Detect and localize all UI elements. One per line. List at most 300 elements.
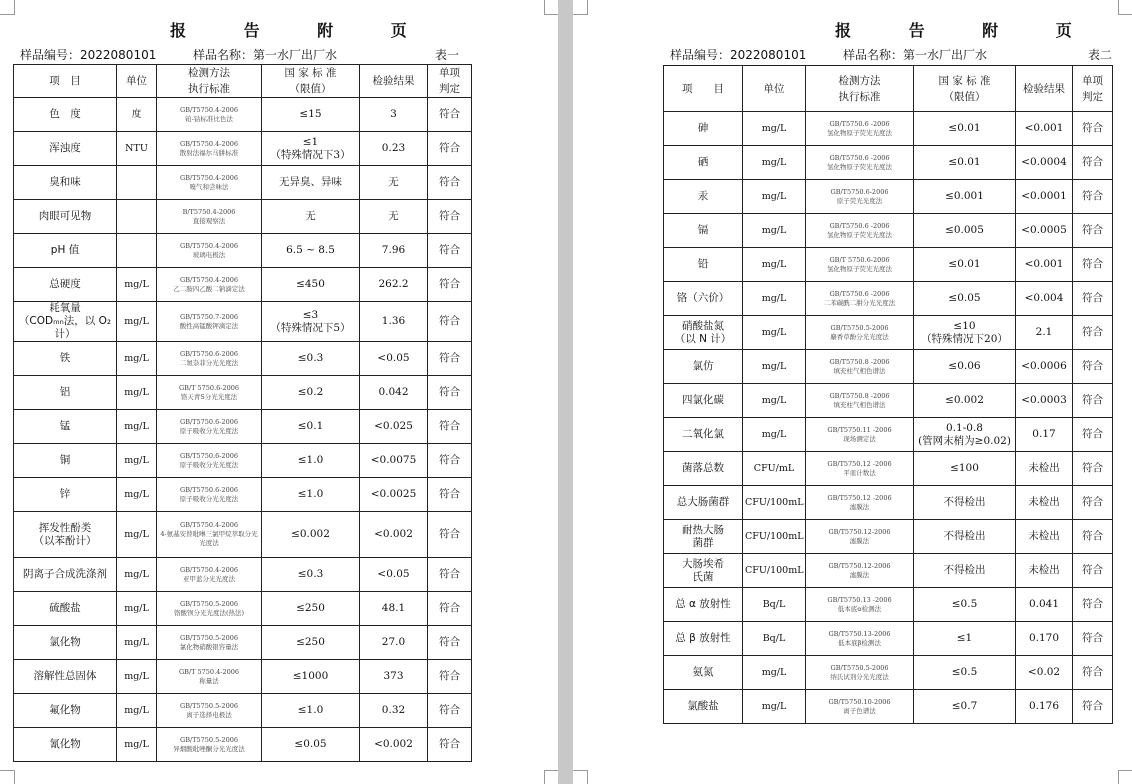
header-result [360,65,428,98]
method-name: 酸性高锰酸钾滴定法 [179,321,239,330]
item-line: 挥发性酚类 [38,521,92,534]
standard-line: ≤0.7 [951,700,978,712]
cell-standard-limit [914,622,1016,656]
table-row [14,626,472,660]
cell-item [664,588,743,622]
table-row [664,656,1113,690]
header-unit-line: 单位 [763,82,785,95]
item-line: 肉眼可见物 [38,210,92,222]
cell-standard-limit [914,350,1016,384]
cell-unit: NTU [117,132,157,166]
cell-result: 0.176 [1016,690,1073,724]
method-name: 直接观察法 [192,216,226,225]
method-name: 亚甲蓝分光光度法 [183,574,235,583]
standard-line: ≤0.1 [297,420,324,432]
item-line: 耐热大肠 [682,523,724,536]
cell-unit: mg/L [743,112,806,146]
cell-judgement: 符合 [428,410,472,444]
cell-standard-limit [914,146,1016,180]
cell-unit: mg/L [743,384,806,418]
standard-line: ≤0.01 [948,122,981,134]
cell-judgement: 符合 [428,132,472,166]
method-name: 异烟酸吡唑酮分光光度法 [173,744,245,753]
method-standard-code: GB/T5750.5-2006 [830,663,889,672]
cell-unit: mg/L [117,444,157,478]
cell-standard-limit [262,444,360,478]
cell-method [157,444,262,478]
table-row [14,660,472,694]
header-standard-line: （限值） [943,90,986,103]
standard-line: (管网末梢为≥0.02) [918,434,1011,447]
table-row [664,112,1113,146]
cell-result: <0.0001 [1016,180,1073,214]
crop-mark [573,770,588,784]
item-line: 铜 [59,454,71,466]
method-name: 填充柱气相色谱法 [833,366,886,375]
cell-judgement: 符合 [428,626,472,660]
crop-mark [573,0,588,15]
cell-item [14,200,117,234]
cell-judgement: 符合 [428,512,472,558]
method-name: 离子色谱法 [843,706,876,715]
header-item [14,65,117,98]
method-name: 平皿计数法 [843,468,876,477]
method-name: 铬酸钡分光光度法(热法) [173,608,245,617]
report-page-2 [573,0,1132,784]
cell-judgement: 符合 [428,302,472,342]
cell-standard-limit [262,410,360,444]
table-row [664,520,1113,554]
cell-unit: mg/L [743,350,806,384]
cell-method [157,660,262,694]
cell-method [157,166,262,200]
standard-line: ≤0.5 [951,598,978,610]
cell-result: 未检出 [1016,520,1073,554]
cell-unit: mg/L [743,214,806,248]
method-name: 滤膜法 [849,570,870,579]
cell-result: <0.025 [360,410,428,444]
standard-line: ≤1 [956,632,973,644]
cell-item [664,622,743,656]
method-standard-code: GB/T5750.5-2006 [830,323,889,332]
table-row [14,512,472,558]
cell-method [157,376,262,410]
cell-item [14,478,117,512]
method-name: 滤膜法 [849,536,870,545]
cell-unit: mg/L [117,268,157,302]
cell-unit: mg/L [117,342,157,376]
cell-standard-limit [262,660,360,694]
method-name: 玻璃电极法 [192,250,226,259]
cell-judgement: 符合 [428,98,472,132]
cell-item [664,112,743,146]
sample-number: 样品编号：2022080101 [670,48,807,62]
crop-mark [1118,770,1132,784]
cell-item [664,554,743,588]
table-row [14,234,472,268]
method-standard-code: GB/T 5750.6-2006 [829,255,890,264]
cell-method [157,342,262,376]
cell-result: <0.002 [360,512,428,558]
method-name: 低本底α检测法 [837,604,882,613]
cell-method [157,132,262,166]
cell-judgement: 符合 [1073,282,1113,316]
header-method-line: 检测方法 [188,67,230,79]
method-name: 滤膜法 [849,502,870,511]
standard-line: （特殊情况下3） [270,148,351,161]
cell-unit [117,234,157,268]
cell-item [14,592,117,626]
table-row [664,248,1113,282]
cell-item [664,282,743,316]
sample-name: 样品名称：第一水厂出厂水 [193,48,338,62]
table-row [664,418,1113,452]
cell-unit: mg/L [743,248,806,282]
item-line: 硒 [697,156,709,168]
cell-method [157,626,262,660]
cell-method [157,512,262,558]
sample-number: 样品编号：2022080101 [20,48,157,62]
item-line: 溶解性总固体 [33,670,97,682]
cell-item [14,98,117,132]
cell-unit: mg/L [743,282,806,316]
item-line: 氯化物 [49,636,81,648]
cell-standard-limit [914,282,1016,316]
method-standard-code: GB/T5750.12 -2006 [827,493,892,502]
header-unit [743,66,806,112]
cell-judgement: 符合 [1073,452,1113,486]
method-name: 二苯碳酰二肼分光光度法 [823,298,896,307]
method-standard-code: GB/T5750.11 -2006 [827,425,892,434]
cell-standard-limit [262,478,360,512]
item-line: 色 度 [49,108,81,120]
cell-method [157,592,262,626]
table-row [664,554,1113,588]
cell-judgement: 符合 [1073,486,1113,520]
cell-judgement: 符合 [428,728,472,762]
method-name: 离子选择电极法 [186,710,232,719]
cell-unit: CFU/mL [743,452,806,486]
cell-judgement: 符合 [1073,588,1113,622]
cell-standard-limit [914,452,1016,486]
cell-judgement: 符合 [1073,112,1113,146]
standard-line: ≤0.3 [297,568,324,580]
method-name: 原子荧光光度法 [836,196,883,205]
cell-standard-limit [914,690,1016,724]
cell-item [664,384,743,418]
cell-item [664,214,743,248]
cell-method [806,248,914,282]
table-row [14,98,472,132]
table-row [664,690,1113,724]
method-standard-code: GB/T5750.6-2006 [180,417,238,426]
method-standard-code: GB/T5750.12-2006 [828,527,891,536]
header-judgement [1073,66,1113,112]
cell-unit: mg/L [117,626,157,660]
header-method-line: 执行标准 [188,83,230,95]
page-title: 报 告 附 页 [835,21,1098,40]
cell-method [806,486,914,520]
cell-result: 1.36 [360,302,428,342]
cell-result: <0.001 [1016,112,1073,146]
cell-result: <0.0075 [360,444,428,478]
cell-unit: mg/L [117,728,157,762]
cell-judgement: 符合 [1073,350,1113,384]
cell-result: <0.0003 [1016,384,1073,418]
cell-standard-limit [262,728,360,762]
cell-method [157,728,262,762]
cell-standard-limit [914,316,1016,350]
cell-item [14,410,117,444]
cell-item [14,694,117,728]
cell-unit [117,166,157,200]
cell-judgement: 符合 [1073,180,1113,214]
item-line: 锌 [59,488,71,500]
table-row [14,592,472,626]
sample-name: 样品名称：第一水厂出厂水 [843,48,988,62]
standard-line: 不得检出 [943,530,986,542]
cell-unit: mg/L [117,694,157,728]
table-row [664,316,1113,350]
cell-method [806,350,914,384]
method-standard-code: B/T5750.4-2006 [182,207,236,216]
cell-judgement: 符合 [1073,622,1113,656]
method-standard-code: GB/T5750.5-2006 [180,633,238,642]
cell-result: 无 [360,166,428,200]
method-name: 填充柱气相色谱法 [833,400,886,409]
method-standard-code: GB/T5750.7-2006 [180,312,238,321]
standard-line: ≤0.5 [951,666,978,678]
item-line: 锰 [59,420,71,432]
cell-method [157,98,262,132]
method-standard-code: GB/T5750.4-2006 [180,565,238,574]
cell-result: <0.001 [1016,248,1073,282]
cell-result: <0.002 [360,728,428,762]
cell-unit: mg/L [743,146,806,180]
item-line: 耗氧量 [49,302,81,314]
cell-item [664,520,743,554]
cell-result: 373 [360,660,428,694]
cell-unit: mg/L [117,302,157,342]
cell-method [806,690,914,724]
method-standard-code: GB/T5750.4-2006 [180,241,238,250]
item-line: 氯仿 [692,360,714,372]
cell-method [806,214,914,248]
cell-result: <0.0025 [360,478,428,512]
cell-standard-limit [914,520,1016,554]
header-judgement-line: 单项 [1082,74,1103,87]
standard-line: （特殊情况下5） [270,321,351,334]
standard-line: ≤450 [296,278,325,290]
cell-judgement: 符合 [428,478,472,512]
results-table [663,65,1113,724]
crop-mark [0,0,15,15]
cell-method [157,694,262,728]
cell-unit: CFU/100mL [743,520,806,554]
cell-method [157,478,262,512]
header-judgement-line: 判定 [439,83,460,95]
table-row [14,302,472,342]
cell-result: 无 [360,200,428,234]
method-name: 乙二胺四乙酸二钠滴定法 [173,284,245,293]
cell-standard-limit [262,98,360,132]
header-unit [117,65,157,98]
table-row [14,444,472,478]
results-table [13,64,472,762]
method-name: 嗅气和尝味法 [189,182,229,191]
method-standard-code: GB/T5750.4-2006 [180,521,238,529]
cell-method [157,302,262,342]
cell-item [14,728,117,762]
cell-method [157,200,262,234]
cell-standard-limit [262,376,360,410]
header-method [157,65,262,98]
table-row [664,384,1113,418]
cell-result: <0.02 [1016,656,1073,690]
cell-judgement: 符合 [428,376,472,410]
crop-mark [1118,0,1132,15]
method-name: 氢化物原子荧光光度法 [827,230,892,239]
standard-line: ≤250 [296,636,325,648]
cell-item [664,350,743,384]
cell-result: 0.170 [1016,622,1073,656]
method-name: 氢化物原子荧光光度法 [827,264,892,273]
table-row [664,146,1113,180]
method-name: 称量法 [199,676,219,685]
item-line: 硫酸盐 [49,602,81,614]
cell-method [806,316,914,350]
cell-method [806,554,914,588]
method-name: 二氮杂菲分光光度法 [179,358,239,367]
table-row [664,214,1113,248]
cell-result: 48.1 [360,592,428,626]
cell-unit: mg/L [117,512,157,558]
header-judgement [428,65,472,98]
header-standard [914,66,1016,112]
item-line: 氏菌 [692,570,714,583]
cell-result: 0.32 [360,694,428,728]
cell-item [664,248,743,282]
standard-line: 无 [305,210,316,222]
cell-unit: mg/L [743,316,806,350]
cell-judgement: 符合 [428,444,472,478]
cell-method [806,384,914,418]
table-row [14,166,472,200]
cell-judgement: 符合 [1073,690,1113,724]
cell-method [806,656,914,690]
item-line: 菌落总数 [682,462,724,474]
cell-item [14,302,117,342]
header-standard-line: （限值） [289,83,332,95]
item-line: 铝 [59,386,71,398]
cell-standard-limit [914,248,1016,282]
cell-judgement: 符合 [1073,554,1113,588]
header-result-line: 检验结果 [372,75,415,87]
cell-unit [117,200,157,234]
item-line: 铅 [697,258,709,270]
standard-line: ≤0.05 [294,738,327,750]
item-line: 氯酸盐 [687,700,719,712]
cell-standard-limit [914,384,1016,418]
cell-item [14,512,117,558]
cell-judgement: 符合 [1073,656,1113,690]
cell-unit: mg/L [743,418,806,452]
table-number: 表一 [435,48,460,62]
method-name: 铬天青S分光光度法 [180,392,238,401]
item-line: 硝酸盐氮 [682,319,724,332]
cell-result: <0.0005 [1016,214,1073,248]
item-line: 砷 [697,122,709,134]
method-name: 铂-钴标准比色法 [185,114,233,123]
standard-line: 不得检出 [943,564,986,576]
cell-result: 0.042 [360,376,428,410]
item-line: pH 值 [50,244,80,256]
table-row [14,558,472,592]
standard-line: 不得检出 [943,496,986,508]
cell-unit: CFU/100mL [743,554,806,588]
item-line: 铬（六价） [676,292,730,304]
cell-standard-limit [262,626,360,660]
cell-result: <0.05 [360,558,428,592]
item-line: （以苯酚计） [33,534,97,547]
cell-standard-limit [262,342,360,376]
standard-line: ≤0.2 [297,386,324,398]
table-row [664,588,1113,622]
method-name: 原子吸收分光光度法 [179,426,239,435]
method-standard-code: GB/T5750.6 -2006 [829,289,890,298]
standard-line: ≤250 [296,602,325,614]
standard-line: 6.5 ~ 8.5 [286,244,335,256]
standard-line: ≤0.002 [945,394,984,406]
method-standard-code: GB/T5750.6-2006 [180,485,238,494]
method-standard-code: GB/T5750.5-2006 [180,599,238,608]
method-standard-code: GB/T5750.5-2006 [180,701,238,710]
item-line: 阴离子合成洗涤剂 [23,568,107,580]
header-item [664,66,743,112]
cell-standard-limit [914,588,1016,622]
table-row [664,350,1113,384]
header-result [1016,66,1073,112]
table-row [664,622,1113,656]
cell-item [664,180,743,214]
standard-line: ≤1000 [292,670,329,682]
method-name: 原子吸收分光光度法 [179,494,239,503]
cell-method [157,558,262,592]
cell-standard-limit [262,200,360,234]
cell-method [806,520,914,554]
cell-result: 0.041 [1016,588,1073,622]
standard-line: ≤10 [953,319,976,332]
cell-unit: mg/L [743,690,806,724]
method-standard-code: GB/T5750.12-2006 [828,561,891,570]
method-standard-code: GB/T5750.6 -2006 [829,153,890,162]
crop-mark [544,770,558,784]
standard-line: ≤100 [950,462,979,474]
method-standard-code: GB/T5750.4-2006 [180,105,238,114]
method-name: 氢化物原子荧光光度法 [827,128,892,137]
cell-standard-limit [914,554,1016,588]
item-line: （以 N 计） [674,332,732,345]
cell-item [14,234,117,268]
cell-result: 未检出 [1016,486,1073,520]
table-number: 表二 [1088,48,1113,62]
cell-result: 未检出 [1016,452,1073,486]
table-header-row [664,66,1113,112]
standard-line: ≤0.002 [291,528,330,540]
cell-judgement: 符合 [428,592,472,626]
header-judgement-line: 单项 [439,67,460,79]
cell-standard-limit [262,592,360,626]
